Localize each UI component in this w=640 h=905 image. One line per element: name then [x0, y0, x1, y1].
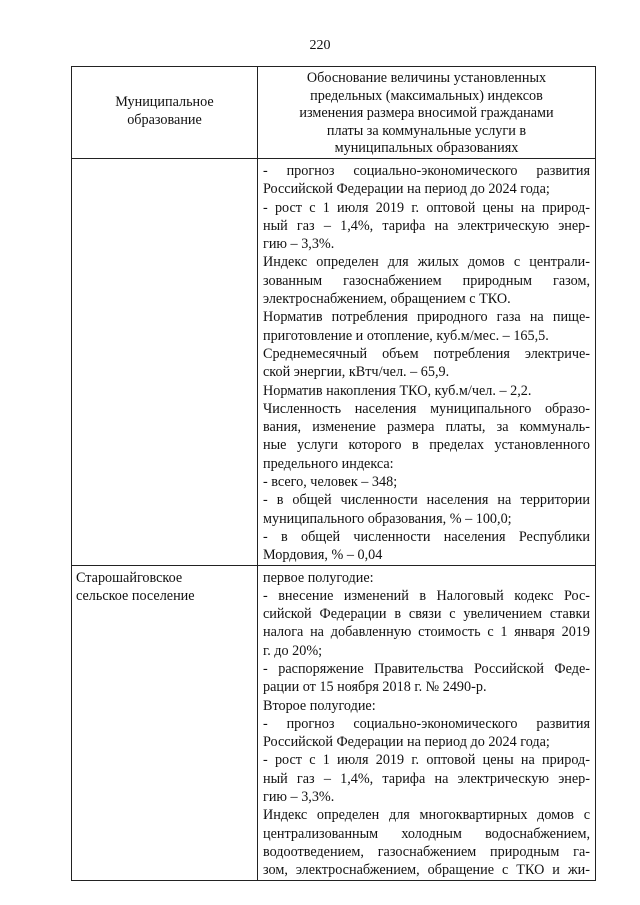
header-municipality-line: Муниципальное — [115, 94, 214, 110]
header-justification-line: изменения размера вносимой гражданами — [299, 105, 554, 122]
table-row — [72, 158, 596, 565]
municipal-index-table — [71, 66, 596, 881]
table-header-row — [72, 67, 596, 159]
text-line: Среднемесячный объем потребления электриче- — [263, 345, 590, 362]
text-line: ской энергии, кВтч/чел. – 65,9. — [263, 364, 450, 381]
text-line: Российской Федерации на период до 2024 года; — [263, 734, 550, 751]
header-justification-line: предельных (максимальных) индексов — [310, 87, 543, 104]
text-line: ные услуги которого в пределах установленного — [263, 437, 590, 454]
text-line: вания, изменение размера платы, за коммуналь- — [263, 419, 590, 436]
header-justification-line: Обоснование величины установленных — [306, 70, 547, 86]
text-line: г. до 20%; — [263, 642, 323, 659]
text-line: рации от 15 ноября 2018 г. № 2490-р. — [263, 679, 487, 696]
justification-cell — [258, 565, 596, 880]
text-line: Индекс определен для многоквартирных домов с — [263, 807, 590, 824]
municipality-cell — [72, 158, 258, 565]
municipality-name-line: Старошайговское — [76, 569, 183, 586]
table-row — [72, 565, 596, 880]
text-line: Второе полугодие: — [263, 697, 376, 714]
text-line: сийской Федерации в связи с увеличением ставки — [263, 606, 590, 623]
text-line: первое полугодие: — [263, 569, 374, 586]
text-line: - прогноз социально-экономического развития — [263, 162, 590, 179]
text-line: ный газ – 1,4%, тарифа на электрическую энер- — [263, 770, 590, 787]
text-line: налога на добавленную стоимость с 1 января 2019 — [263, 624, 590, 641]
text-line: - прогноз социально-экономического развития — [263, 715, 590, 732]
text-line: электроснабжением, обращением с ТКО. — [263, 291, 511, 308]
text-line: приготовление и отопление, куб.м/мес. – 165,5. — [263, 327, 549, 344]
header-justification-line: муниципальных образованиях — [334, 140, 519, 157]
text-line: муниципального образования, % – 100,0; — [263, 510, 512, 527]
text-line: Российской Федерации на период до 2024 года; — [263, 181, 550, 198]
municipality-name-line: сельское поселение — [76, 587, 195, 604]
text-line: водоотведением, газоснабжением природным га- — [263, 843, 590, 860]
text-line: - всего, человек – 348; — [263, 474, 398, 491]
text-line: зованным газоснабжением природным газом, — [263, 272, 590, 289]
text-line: Мордовия, % – 0,04 — [263, 547, 383, 564]
text-line: - распоряжение Правительства Российской Феде- — [263, 660, 590, 677]
text-line: Норматив потребления природного газа на пище- — [263, 309, 590, 326]
text-line: Норматив накопления ТКО, куб.м/чел. – 2,2. — [263, 382, 532, 399]
justification-cell — [258, 158, 596, 565]
text-line: - внесение изменений в Налоговый кодекс Рос- — [263, 587, 590, 604]
header-municipality-line: образование — [127, 112, 202, 128]
text-line: предельного индекса: — [263, 455, 394, 472]
text-line: зом, электроснабжением, обращение с ТКО и жи- — [263, 862, 590, 879]
header-justification-line: платы за коммунальные услуги в — [326, 122, 527, 139]
text-line: - рост с 1 июля 2019 г. оптовой цены на природ- — [263, 752, 590, 769]
text-line: гию – 3,3%. — [263, 789, 335, 806]
text-line: - в общей численности населения на территории — [263, 492, 590, 509]
text-line: централизованным холодным водоснабжением, — [263, 825, 590, 842]
header-justification-cell — [258, 67, 596, 159]
text-line: Численность населения муниципального образо- — [263, 400, 590, 417]
text-line: Индекс определен для жилых домов с централи- — [263, 254, 590, 271]
text-line: ный газ – 1,4%, тарифа на электрическую энер- — [263, 217, 590, 234]
text-line: гию – 3,3%. — [263, 236, 335, 253]
municipality-cell — [72, 565, 258, 880]
text-line: - в общей численности населения Республики — [263, 528, 590, 545]
page-number: 220 — [309, 38, 331, 53]
header-municipality-cell — [72, 67, 258, 159]
text-line: - рост с 1 июля 2019 г. оптовой цены на природ- — [263, 199, 590, 216]
